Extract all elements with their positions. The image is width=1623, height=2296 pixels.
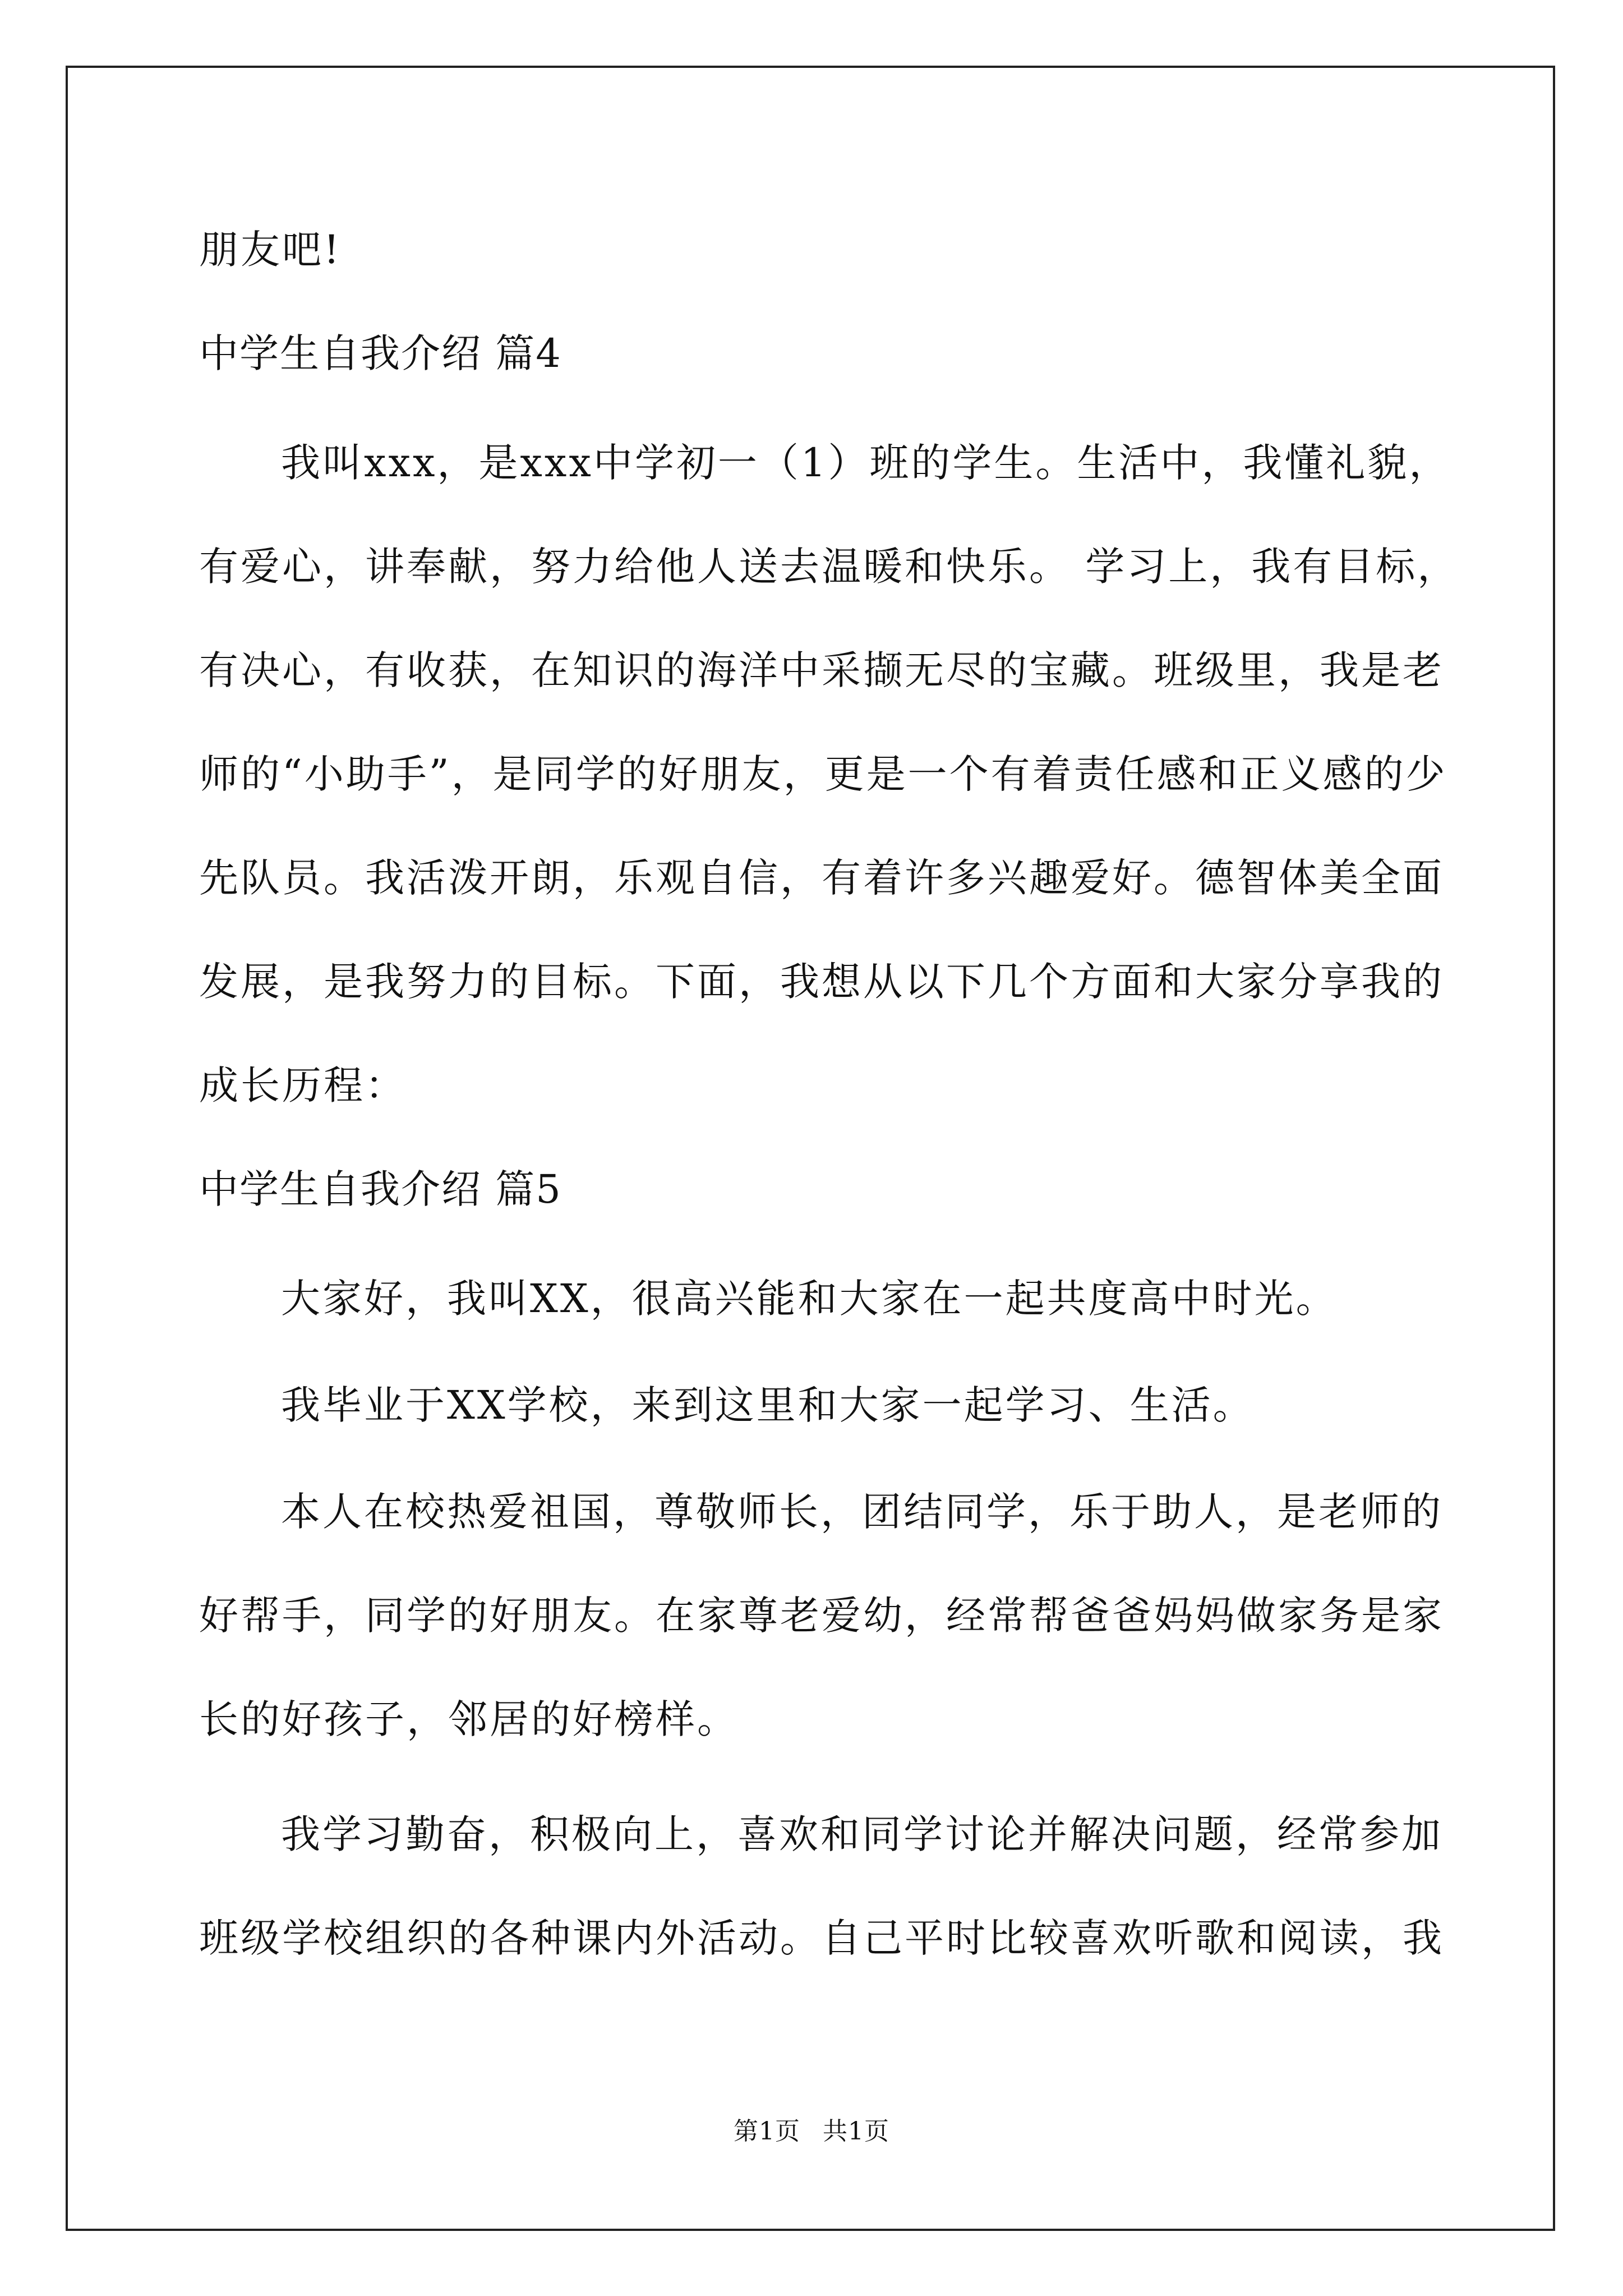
text-line: 先队员。我活泼开朗，乐观自信，有着许多兴趣爱好。德智体美全面 — [199, 855, 1444, 901]
page-footer — [0, 2115, 1623, 2148]
text-line: 有决心，有收获，在知识的海洋中采撷无尽的宝藏。班级里，我是老 — [199, 647, 1444, 693]
page-number: 第1页 — [734, 2117, 800, 2146]
text-line: 我叫xxx，是xxx中学初一（1）班的学生。生活中，我懂礼貌， — [281, 440, 1451, 486]
text-line: 长的好孩子，邻居的好榜样。 — [199, 1696, 739, 1742]
page-border — [66, 66, 1555, 2231]
text-line: 大家好，我叫XX，很高兴能和大家在一起共度高中时光。 — [281, 1276, 1338, 1322]
text-line: 本人在校热爱祖国，尊敬师长，团结同学，乐于助人，是老师的 — [281, 1489, 1443, 1535]
text-line: 朋友吧! — [199, 227, 342, 273]
text-line: 发展，是我努力的目标。下面，我想从以下几个方面和大家分享我的 — [199, 959, 1444, 1005]
text-line: 有爱心，讲奉献，努力给他人送去温暖和快乐。 学习上，我有目标， — [199, 544, 1459, 590]
text-line: 我毕业于XX学校，来到这里和大家一起学习、生活。 — [281, 1382, 1255, 1428]
section-heading: 中学生自我介绍 篇5 — [199, 1166, 562, 1212]
text-line: 我学习勤奋，积极向上，喜欢和同学讨论并解决问题，经常参加 — [281, 1811, 1443, 1857]
text-line: 成长历程： — [199, 1062, 407, 1108]
section-heading: 中学生自我介绍 篇4 — [199, 330, 562, 376]
text-line: 好帮手，同学的好朋友。在家尊老爱幼，经常帮爸爸妈妈做家务是家 — [199, 1593, 1444, 1639]
page-total: 共1页 — [823, 2117, 889, 2146]
text-line: 师的“小助手”，是同学的好朋友，更是一个有着责任感和正义感的少 — [199, 751, 1447, 797]
text-line: 班级学校组织的各种课内外活动。自己平时比较喜欢听歌和阅读，我 — [199, 1915, 1444, 1961]
